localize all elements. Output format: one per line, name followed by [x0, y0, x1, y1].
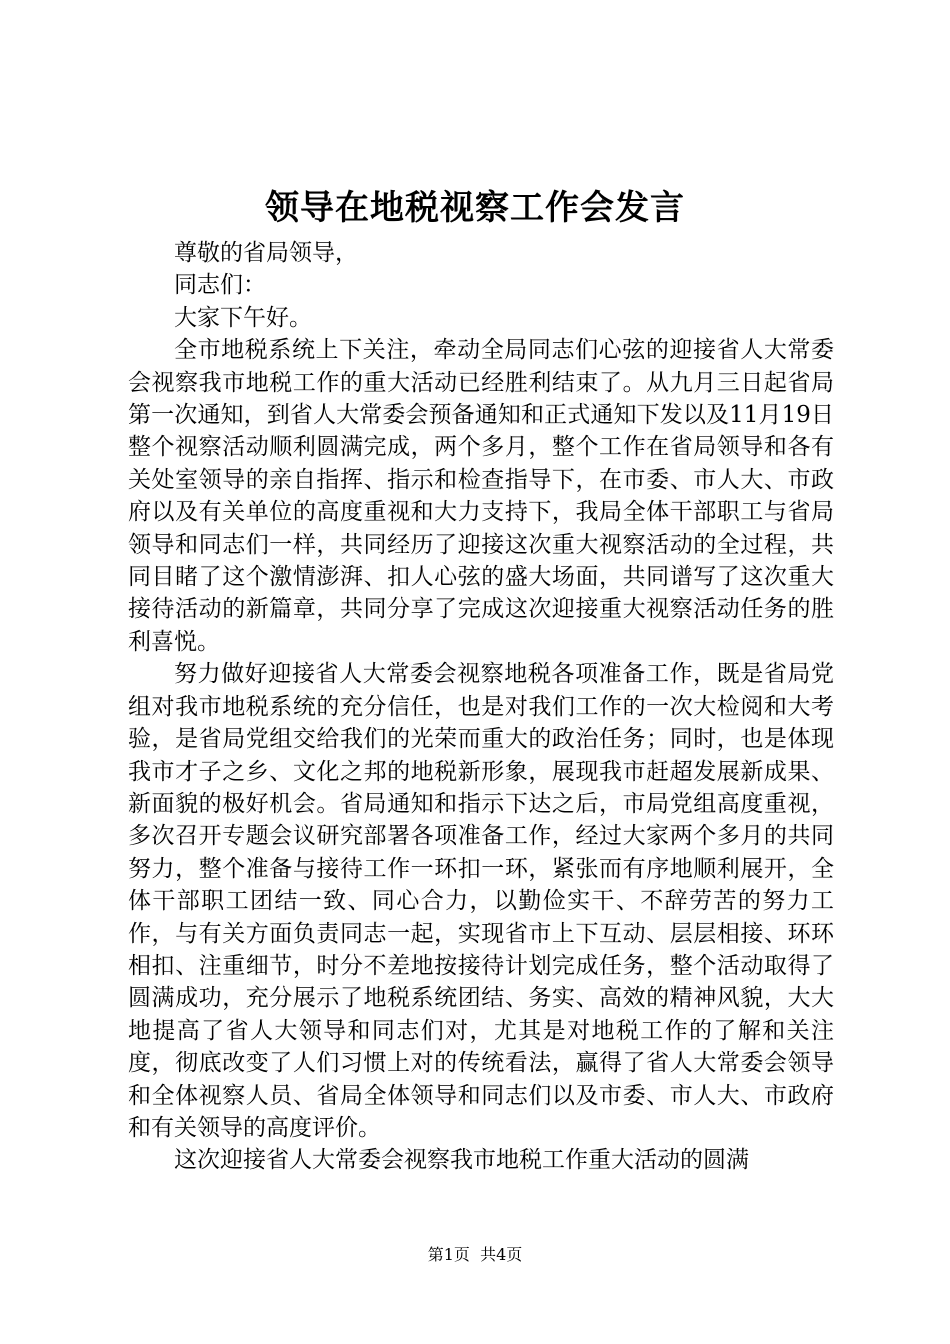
page-total: 共4页: [480, 1245, 523, 1264]
document-body: [128, 237, 834, 1177]
salutation-line: 尊敬的省局领导，: [174, 240, 358, 266]
body-paragraph: 这次迎接省人大常委会视察我市地税工作重大活动的圆满: [174, 1147, 749, 1174]
salutation-line: 同志们：: [174, 272, 266, 299]
body-paragraph: 努力做好迎接省人大常委会视察地税各项准备工作，既是省局党组对我市地税系统的充分信任，也是对我们工作的一次大检阅和大考验，是省局党组交给我们的光荣而重大的政治任务；同时，也是体现我市才子之乡、文化之邦的地税新形象，展现我市赶超发展新成果、新面貌的极好机会。省局通知和指示下达之后，市局党组高度重视，多次召开专题会议研究部署各项准备工作，经过大家两个多月的共同努力，整个准备与接待工作一环扣一环，紧张而有序地顺利展开，全体干部职工团结一致、同心合力，以勤俭实干、不辞劳苦的努力工作，与有关方面负责同志一起，实现省市上下互动、层层相接、环环相扣、注重细节，时分不差地按接待计划完成任务，整个活动取得了圆满成功，充分展示了地税系统团结、务实、高效的精神风貌，大大地提高了省人大领导和同志们对，尤其是对地税工作的了解和关注度，彻底改变了人们习惯上对的传统看法，赢得了省人大常委会领导和全体视察人员、省局全体领导和同志们以及市委、市人大、市政府和有关领导的高度评价。: [128, 661, 834, 1141]
page-footer: [0, 1243, 950, 1267]
greeting-line: 大家下午好。: [174, 304, 312, 331]
body-paragraph: 全市地税系统上下关注，牵动全局同志们心弦的迎接省人大常委会视察我市地税工作的重大活动已经胜利结束了。从九月三日起省局第一次通知，到省人大常委会预备通知和正式通知下发以及11月19日整个视察活动顺利圆满完成，两个多月，整个工作在省局领导和各有关处室领导的亲自指挥、指示和检查指导下，在市委、市人大、市政府以及有关单位的高度重视和大力支持下，我局全体干部职工与省局领导和同志们一样，共同经历了迎接这次重大视察活动的全过程，共同目睹了这个激情澎湃、扣人心弦的盛大场面，共同谱写了这次重大接待活动的新篇章，共同分享了完成这次迎接重大视察活动任务的胜利喜悦。: [128, 337, 834, 655]
document-title: 领导在地税视察工作会发言: [265, 188, 685, 228]
page-number: 第1页: [427, 1245, 470, 1264]
footer-spacer: [470, 1245, 480, 1264]
